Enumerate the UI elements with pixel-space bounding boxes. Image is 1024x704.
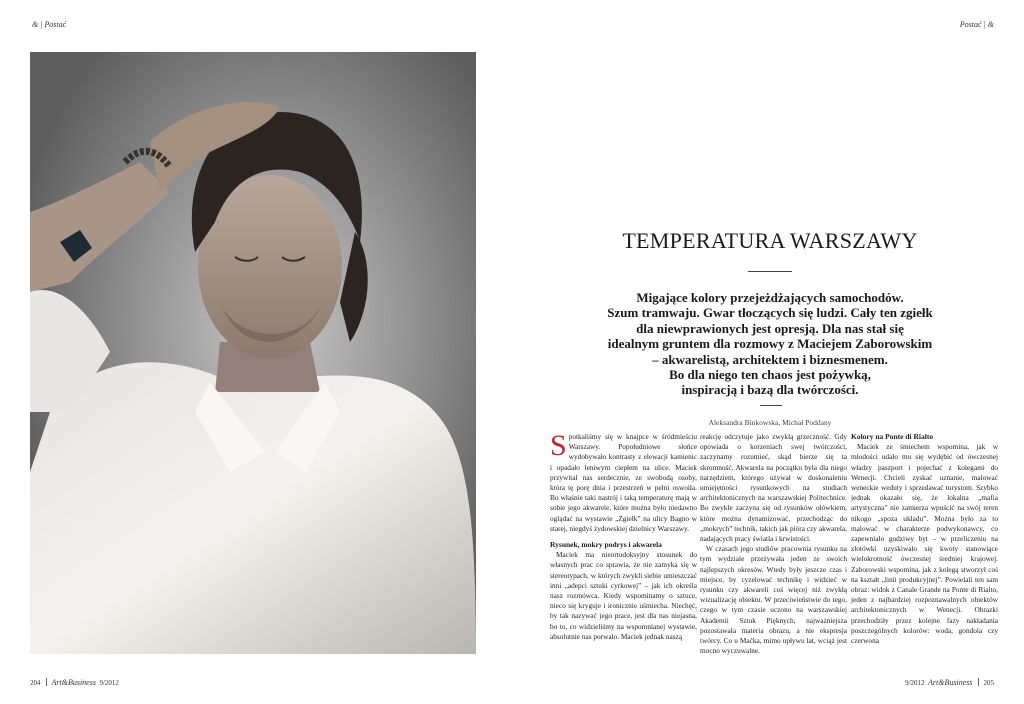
article-column-1 (550, 429, 697, 642)
running-head-right: Postać | & (959, 20, 994, 29)
byline: Aleksandra Binkowska, Michał Poddany (708, 418, 832, 427)
paragraph: Maciek ze śmiechem wspomina, jak w młodości udało mu się wydębić od ówczesnej władzy paszport i pojechać z kolegami do Wenecji. Chcieli zyskać uznanie, malować weneckie weduty i sprzedawać turystom. Szybko jednak okazało się, że lokalna „mafia artystyczna” nie zamierza wpuścić na swój teren nikogo „spoza układu”. Można było za to malować w charakterze podwykonawcy, co zapewniało godziwy byt – w przeliczeniu na złotówki uzyskiwało się kwoty stanowiące wielokrotność ówczesnej średniej krajowej. Zaborowski wspomina, jak z kolegą stworzył coś na kształt „linii produkcyjnej”. Powielali ten sam obraz: widok z Canale Grande na Ponte di Rialto, jeden z najbardziej rozpoznawalnych obiektów architektonicznych w Wenecji. Obrazki przechodziły przez kolejne fazy nakładania poszczególnych kolorów: woda, gondola czy czerwona (851, 442, 998, 646)
article-title: TEMPERATURA WARSZAWY (622, 228, 918, 253)
page-number: 205 (983, 679, 994, 687)
footer-left (30, 678, 119, 687)
title-divider (748, 271, 792, 272)
paragraph: potkaliśmy się w knajpce w śródmieściu Warszawy. Popołudniowe słońce wydobywało kontrasty z elewacji kamienic i opadało leniwym ciepłem na ulice. Maciek przywitał nas serdecznie, ze swobodą osoby, która tę porę dnia i przestrzeń w pełni oswoiła. Bo właśnie taki nastrój i taką temperaturę mają w sobie jego akwarele, które można było niedawno oglądać na wystawie „Zgiełk” na ulicy Bagno w starej, niegdyś żydowskiej dzielnicy Warszawy. (550, 432, 697, 533)
running-head-left: & | Postać (32, 20, 67, 29)
section-heading: Kolory na Ponte di Rialto (851, 432, 934, 441)
section-heading: Rysunek, mokry podrys i akwarela (550, 540, 662, 550)
article-lead (560, 290, 980, 398)
footer-right (905, 678, 994, 687)
lead-line: idealnym gruntem dla rozmowy z Maciejem Zaborowskim (607, 336, 933, 352)
lead-line: Migające kolory przejeżdżających samochodów. (636, 290, 904, 305)
issue-number: 9/2012 (905, 679, 925, 687)
lead-divider (760, 405, 782, 406)
article-column-3 (851, 432, 998, 646)
lead-line: dla niewprawionych jest opresją. Dla nas stał się (636, 320, 904, 336)
lead-line: – akwarelistą, architektem i biznesmenem. (652, 351, 888, 367)
paragraph: W czasach jego studiów pracownia rysunku na tym wydziale przeżywała jeden ze swoich najlepszych okresów. Wtedy były jeszcze czas i miejsce, by cyzelować technikę i widzieć w rysunku czy akwareli coś więcej niż zwykłą wizualizację obiektu. W przeciwieństwie do tego, czego w tym czasie uczono na warszawskiej Akademii Sztuk Pięknych, najważniejsza pozostawała materia obrazu, a nie ekspresja twórcy. Co u Maćka, mimo upływu lat, wciąż jest mocno wyczuwalne. (700, 544, 847, 656)
drop-cap: S (550, 429, 567, 462)
footer-separator (978, 678, 979, 686)
page-number: 204 (30, 679, 41, 687)
portrait-photo (30, 52, 476, 654)
paragraph: reakcję odczytuje jako zwykłą grzeczność. Gdy opowiada o korzeniach swej twórczości, zaczynamy rozumieć, skąd bierze się ta skromność. Akwarela na początku była dla niego narzędziem, którego używał w doskonaleniu umiejętności rysunkowych na studiach architektonicznych na warszawskiej Politechnice. Bo zwykle zaczyna się od rysunków ołówkiem, które można dynamizować, przechodząc do „mokrych” technik, takich jak pióra czy akwarela, nadających pracy światła i krwistości. (700, 432, 847, 544)
lead-line: Bo dla niego ten chaos jest pożywką, (669, 367, 871, 383)
paragraph: Maciek ma nieortodoksyjny stosunek do własnych prac co sprawia, że nie zamyka się w stereotypach, w których zwykli siebie umieszczać inni „adepci sztuki cyrkowej” – jak ich określa nasz rozmówca. Kiedy wspominamy o sztuce, nieco się kryguje i ironicznie uśmiecha. Niechęć, by tak nazywać jego prace, jest dla nas niejasna, bo to, co widzieliśmy na wspomnianej wystawie, absolutnie nas porwało. Maciek jednak naszą (550, 550, 697, 641)
magazine-logo: Art&Business (928, 678, 973, 687)
lead-line: Szum tramwaju. Gwar tłoczących się ludzi. Cały ten zgiełk (607, 305, 933, 321)
issue-number: 9/2012 (99, 679, 119, 687)
article-column-2 (700, 432, 847, 656)
footer-separator (46, 678, 47, 686)
portrait-illustration (30, 52, 476, 654)
magazine-logo: Art&Business (51, 678, 96, 687)
lead-line: inspiracją i bazą dla twórczości. (681, 382, 859, 398)
